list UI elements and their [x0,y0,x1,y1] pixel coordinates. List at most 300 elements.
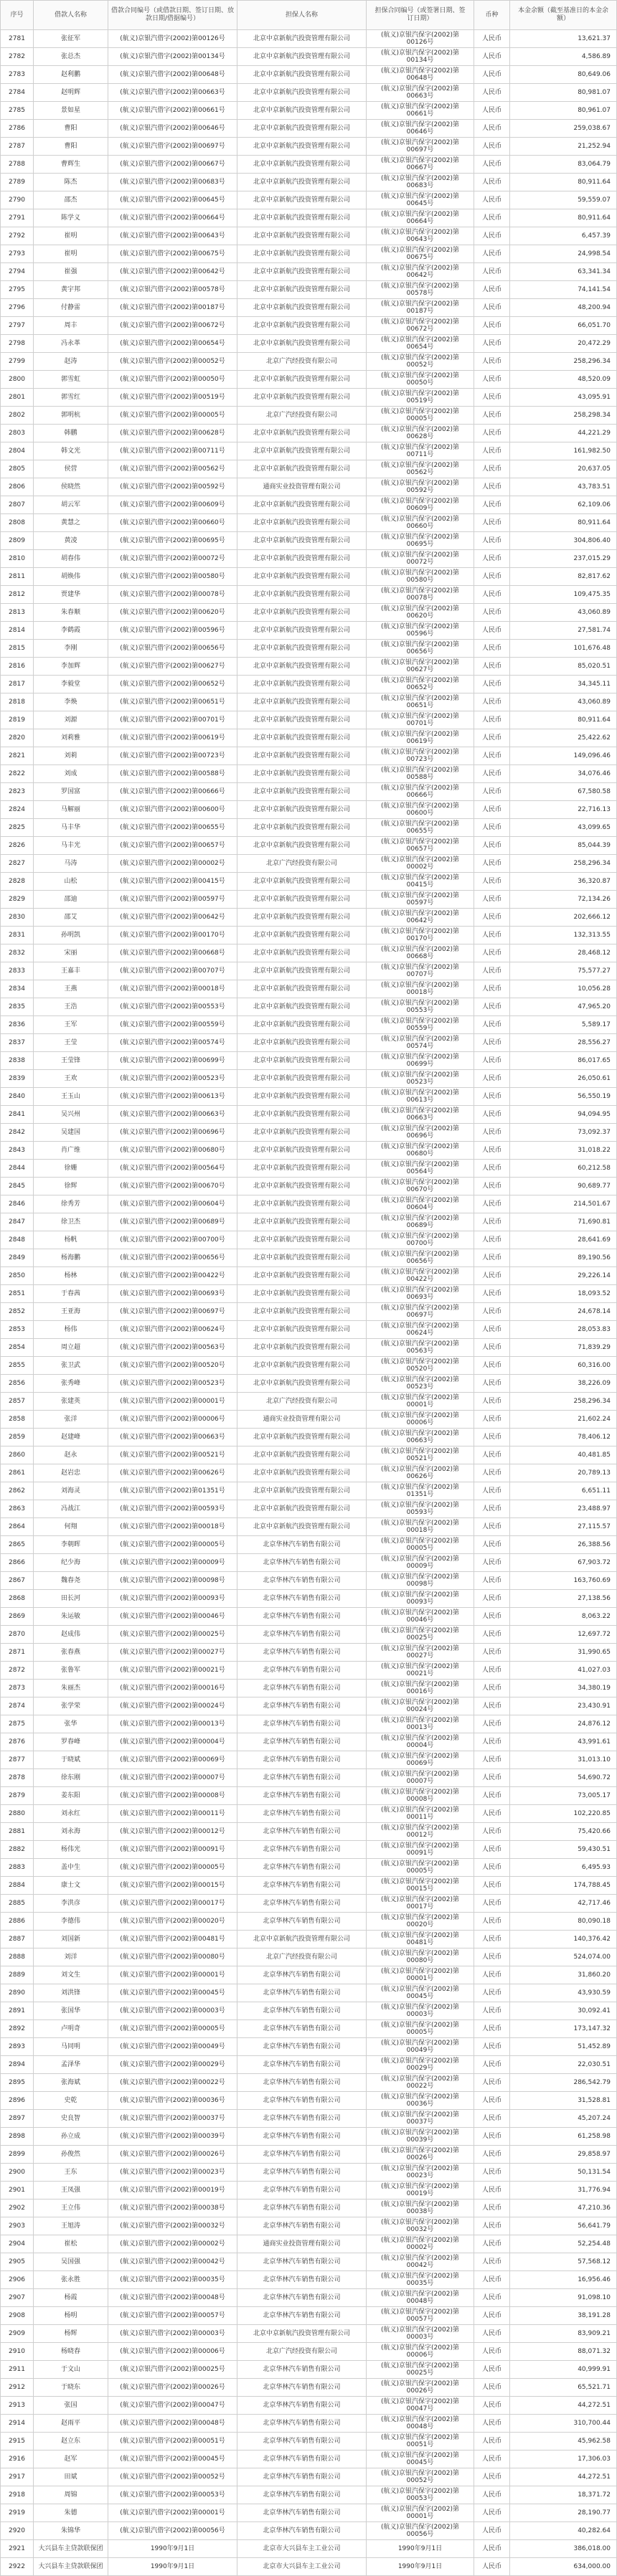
guarantor-name-cell: 北京华林汽车销售有限公司 [237,2217,367,2235]
principal-balance-cell: 43,095.91 [510,389,617,406]
principal-balance-cell: 59,430.51 [510,1841,617,1858]
table-row [1,1608,617,1626]
currency-cell: 人民币 [474,102,510,119]
borrower-name-cell: 赵军 [34,2450,108,2468]
guarantee-contract-number-cell: (航义)京银汽保字(2002)第00037号 [367,2110,474,2127]
principal-balance-cell: 24,998.54 [510,245,617,262]
borrower-name-cell: 曹阳 [34,120,108,137]
row-number-cell: 2873 [1,1680,34,1697]
currency-cell: 人民币 [474,1375,510,1392]
guarantor-name-cell: 北京中京新航汽投资管理有限公司 [237,1195,367,1213]
table-row [1,2343,617,2361]
guarantor-name-cell: 北京华林汽车销售有限公司 [237,1715,367,1733]
row-number-cell: 2840 [1,1088,34,1105]
borrower-name-cell: 王玉山 [34,1088,108,1105]
table-row [1,1715,617,1733]
borrower-name-cell: 罗春峰 [34,1733,108,1751]
guarantee-contract-number-cell: (航义)京银汽保字(2002)第00699号 [367,1052,474,1069]
guarantor-name-cell: 北京中京新航汽投资管理有限公司 [237,568,367,585]
row-number-cell: 2884 [1,1877,34,1894]
loan-contract-number-cell: (航义)京银汽借字(2002)第00134号 [108,48,237,65]
principal-balance-cell: 21,252.94 [510,138,617,155]
borrower-name-cell: 李朝晖 [34,1536,108,1553]
guarantor-name-cell: 北京华林汽车销售有限公司 [237,1572,367,1589]
principal-balance-cell: 24,678.14 [510,1303,617,1320]
guarantee-contract-number-cell: (航义)京银汽保字(2002)第00707号 [367,962,474,980]
loan-contract-number-cell: (航义)京银汽借字(2002)第00020号 [108,1913,237,1930]
row-number-cell: 2842 [1,1124,34,1141]
borrower-name-cell: 胡焕伟 [34,568,108,585]
row-number-cell: 2875 [1,1715,34,1733]
borrower-name-cell: 马涛 [34,855,108,872]
guarantee-contract-number-cell: (航义)京银汽保字(2002)第00091号 [367,1841,474,1858]
currency-cell: 人民币 [474,1267,510,1284]
guarantee-contract-number-cell: (航义)京银汽保字(2002)第00187号 [367,299,474,316]
table-row [1,407,617,425]
row-number-cell: 2835 [1,998,34,1015]
borrower-name-cell: 张永胜 [34,2271,108,2288]
guarantor-name-cell: 北京华林汽车销售有限公司 [237,1662,367,1679]
guarantee-contract-number-cell: (航义)京银汽保字(2002)第00668号 [367,944,474,962]
guarantor-name-cell: 北京中京新航汽投资管理有限公司 [237,1231,367,1249]
guarantee-contract-number-cell: (航义)京银汽保字(2002)第00007号 [367,1769,474,1786]
principal-balance-cell: 43,060.89 [510,693,617,711]
loan-contract-number-cell: (航义)京银汽借字(2002)第00050号 [108,371,237,388]
guarantee-contract-number-cell: (航义)京银汽保字(2002)第00051号 [367,2433,474,2450]
guarantee-contract-number-cell: (航义)京银汽保字(2002)第00035号 [367,2271,474,2288]
guarantee-contract-number-cell: (航义)京银汽保字(2002)第00559号 [367,1016,474,1033]
table-row [1,783,617,801]
principal-balance-cell: 50,131.54 [510,2164,617,2181]
principal-balance-cell: 24,876.12 [510,1715,617,1733]
principal-balance-cell: 54,690.72 [510,1769,617,1786]
currency-cell: 人民币 [474,1608,510,1625]
loan-contract-number-cell: (航义)京银汽借字(2002)第00559号 [108,1016,237,1033]
guarantee-contract-number-cell: (航义)京银汽保字(2002)第00009号 [367,1554,474,1571]
loan-contract-number-cell: (航义)京银汽借字(2002)第00666号 [108,783,237,800]
row-number-cell: 2800 [1,371,34,388]
guarantee-contract-number-cell: (航义)京银汽保字(2002)第00005号 [367,1859,474,1876]
currency-cell: 人民币 [474,2253,510,2270]
guarantee-contract-number-cell: (航义)京银汽保字(2002)第00711号 [367,442,474,460]
header-borrower-name: 借款人名称 [34,1,108,29]
guarantee-contract-number-cell: (航义)京银汽保字(2002)第00578号 [367,281,474,298]
currency-cell: 人民币 [474,2468,510,2486]
principal-balance-cell: 52,254.48 [510,2235,617,2253]
currency-cell: 人民币 [474,263,510,280]
table-row [1,1626,617,1644]
table-row [1,2074,617,2092]
guarantee-contract-number-cell: (航义)京银汽保字(2002)第00609号 [367,496,474,513]
guarantor-name-cell: 北京中京新航汽投资管理有限公司 [237,191,367,209]
row-number-cell: 2883 [1,1859,34,1876]
guarantor-name-cell: 北京中京新航汽投资管理有限公司 [237,335,367,352]
currency-cell: 人民币 [474,1644,510,1661]
guarantee-contract-number-cell: (航义)京银汽保字(2002)第00697号 [367,138,474,155]
row-number-cell: 2834 [1,980,34,998]
principal-balance-cell: 12,697.72 [510,1626,617,1643]
row-number-cell: 2796 [1,299,34,316]
guarantor-name-cell: 北京中京新航汽投资管理有限公司 [237,819,367,836]
guarantor-name-cell: 北京华林汽车销售有限公司 [237,2289,367,2306]
table-row [1,156,617,174]
loan-contract-number-cell: (航义)京银汽借字(2002)第00004号 [108,1733,237,1751]
table-row [1,1518,617,1536]
loan-contract-number-cell: (航义)京银汽借字(2002)第00670号 [108,1178,237,1195]
borrower-name-cell: 侯营 [34,460,108,478]
principal-balance-cell: 67,903.72 [510,1554,617,1571]
borrower-name-cell: 朱春顺 [34,604,108,621]
table-row [1,174,617,191]
borrower-name-cell: 赵利鹏 [34,66,108,83]
loan-contract-number-cell: (航义)京银汽借字(2002)第00668号 [108,944,237,962]
table-row [1,676,617,693]
row-number-cell: 2784 [1,84,34,101]
guarantor-name-cell: 北京华林汽车销售有限公司 [237,2468,367,2486]
row-number-cell: 2858 [1,1411,34,1428]
borrower-name-cell: 徐卫杰 [34,1213,108,1231]
currency-cell: 人民币 [474,407,510,424]
currency-cell: 人民币 [474,1088,510,1105]
guarantor-name-cell: 北京华林汽车销售有限公司 [237,2056,367,2073]
guarantor-name-cell: 北京华林汽车销售有限公司 [237,1751,367,1768]
principal-balance-cell: 28,190.77 [510,2504,617,2521]
guarantee-contract-number-cell: (航义)京银汽保字(2002)第00050号 [367,371,474,388]
guarantor-name-cell: 北京中京新航汽投资管理有限公司 [237,962,367,980]
currency-cell: 人民币 [474,1877,510,1894]
table-row [1,2128,617,2146]
guarantor-name-cell: 北京华林汽车销售有限公司 [237,2128,367,2145]
table-row [1,299,617,317]
table-row [1,1590,617,1608]
principal-balance-cell: 140,376.42 [510,1931,617,1948]
guarantor-name-cell: 北京中京新航汽投资管理有限公司 [237,1142,367,1159]
loan-contract-number-cell: (航义)京银汽借字(2002)第00006号 [108,1411,237,1428]
row-number-cell: 2901 [1,2182,34,2199]
row-number-cell: 2913 [1,2397,34,2414]
principal-balance-cell: 386,018.00 [510,2540,617,2557]
table-row [1,962,617,980]
principal-balance-cell: 27,115.57 [510,1518,617,1535]
loan-contract-number-cell: (航义)京银汽借字(2002)第00049号 [108,2038,237,2055]
guarantor-name-cell: 北京华林汽车销售有限公司 [237,1733,367,1751]
table-row [1,855,617,873]
guarantor-name-cell: 通商实业投资管理有限公司 [237,2235,367,2253]
principal-balance-cell: 80,911.64 [510,711,617,729]
guarantee-contract-number-cell: (航义)京银汽保字(2002)第00018号 [367,980,474,998]
principal-balance-cell: 20,472.29 [510,335,617,352]
row-number-cell: 2860 [1,1446,34,1464]
table-row [1,2397,617,2415]
loan-contract-number-cell: (航义)京银汽借字(2002)第00007号 [108,1769,237,1786]
table-row [1,263,617,281]
guarantor-name-cell: 通商实业投资管理有限公司 [237,1411,367,1428]
table-row [1,2002,617,2020]
guarantee-contract-number-cell: (航义)京银汽保字(2002)第00019号 [367,2182,474,2199]
guarantor-name-cell: 北京华林汽车销售有限公司 [237,2504,367,2521]
borrower-name-cell: 崔明 [34,227,108,245]
principal-balance-cell: 83,909.21 [510,2325,617,2342]
guarantee-contract-number-cell: (航义)京银汽保字(2002)第00011号 [367,1805,474,1822]
table-row [1,1895,617,1913]
loan-contract-number-cell: (航义)京银汽借字(2002)第00072号 [108,550,237,567]
borrower-name-cell: 赵成伟 [34,1626,108,1643]
table-row [1,2289,617,2307]
guarantor-name-cell: 北京中京新航汽投资管理有限公司 [237,1034,367,1051]
loan-contract-number-cell: (航义)京银汽借字(2002)第00643号 [108,227,237,245]
table-row [1,425,617,442]
guarantor-name-cell: 北京中京新航汽投资管理有限公司 [237,1106,367,1123]
currency-cell: 人民币 [474,496,510,513]
loan-contract-number-cell: (航义)京银汽借字(2002)第00656号 [108,640,237,657]
borrower-name-cell: 刘海灵 [34,1482,108,1500]
table-row [1,2558,617,2576]
principal-balance-cell: 86,017.65 [510,1052,617,1069]
row-number-cell: 2907 [1,2289,34,2306]
guarantor-name-cell: 北京中京新航汽投资管理有限公司 [237,514,367,531]
guarantor-name-cell: 北京华林汽车销售有限公司 [237,2361,367,2378]
loan-contract-number-cell: (航义)京银汽借字(2002)第00042号 [108,2253,237,2270]
currency-cell: 人民币 [474,622,510,639]
loan-contract-number-cell: (航义)京银汽借字(2002)第00098号 [108,1572,237,1589]
principal-balance-cell: 60,316.00 [510,1357,617,1374]
table-row [1,711,617,729]
principal-balance-cell: 88,071.32 [510,2343,617,2360]
table-row [1,1500,617,1518]
currency-cell: 人民币 [474,1321,510,1338]
principal-balance-cell: 26,388.56 [510,1536,617,1553]
loan-contract-number-cell: (航义)京银汽借字(2002)第00663号 [108,84,237,101]
currency-cell: 人民币 [474,66,510,83]
table-row [1,2307,617,2325]
currency-cell: 人民币 [474,729,510,747]
table-row [1,1034,617,1052]
row-number-cell: 2811 [1,568,34,585]
table-row [1,460,617,478]
borrower-name-cell: 黄宇邦 [34,281,108,298]
borrower-name-cell: 刘国新 [34,1931,108,1948]
borrower-name-cell: 张国华 [34,2002,108,2019]
currency-cell: 人民币 [474,640,510,657]
loan-contract-number-cell: (航义)京银汽借字(2002)第00080号 [108,1948,237,1966]
loan-contract-number-cell: (航义)京银汽借字(2002)第00002号 [108,855,237,872]
principal-balance-cell: 18,093.52 [510,1285,617,1302]
loan-contract-number-cell: (航义)京银汽借字(2002)第00024号 [108,1697,237,1715]
borrower-name-cell: 胡云军 [34,496,108,513]
borrower-name-cell: 杨海鹏 [34,1249,108,1266]
guarantor-name-cell: 北京中京新航汽投资管理有限公司 [237,586,367,603]
currency-cell: 人民币 [474,2110,510,2127]
principal-balance-cell: 74,141.54 [510,281,617,298]
borrower-name-cell: 胡春伟 [34,550,108,567]
loan-contract-number-cell: (航义)京银汽借字(2002)第00032号 [108,2217,237,2235]
loan-contract-number-cell: (航义)京银汽借字(2002)第00613号 [108,1088,237,1105]
guarantee-contract-number-cell: (航义)京银汽保字(2002)第00521号 [367,1446,474,1464]
loan-contract-number-cell: (航义)京银汽借字(2002)第00620号 [108,604,237,621]
row-number-cell: 2830 [1,909,34,926]
table-row [1,622,617,640]
principal-balance-cell: 524,074.00 [510,1948,617,1966]
loan-contract-number-cell: (航义)京银汽借字(2002)第00697号 [108,1303,237,1320]
row-number-cell: 2793 [1,245,34,262]
guarantor-name-cell: 北京中京新航汽投资管理有限公司 [237,442,367,460]
loan-contract-number-cell: (航义)京银汽借字(2002)第00580号 [108,568,237,585]
currency-cell: 人民币 [474,998,510,1015]
table-row [1,1070,617,1088]
currency-cell: 人民币 [474,1769,510,1786]
table-row [1,1482,617,1500]
currency-cell: 人民币 [474,30,510,47]
row-number-cell: 2869 [1,1608,34,1625]
currency-cell: 人民币 [474,2307,510,2324]
principal-balance-cell: 21,602.24 [510,1411,617,1428]
loan-contract-number-cell: (航义)京银汽借字(2002)第00015号 [108,1877,237,1894]
guarantee-contract-number-cell: (航义)京银汽保字(2002)第00604号 [367,1195,474,1213]
borrower-name-cell: 史乾 [34,2092,108,2109]
currency-cell: 人民币 [474,1572,510,1589]
guarantor-name-cell: 北京中京新航汽投资管理有限公司 [237,245,367,262]
row-number-cell: 2894 [1,2056,34,2073]
borrower-name-cell: 冯永革 [34,335,108,352]
currency-cell: 人民币 [474,658,510,675]
loan-contract-number-cell: (航义)京银汽借字(2002)第00048号 [108,2289,237,2306]
guarantee-contract-number-cell: (航义)京银汽保字(2002)第00695号 [367,532,474,549]
guarantee-contract-number-cell: (航义)京银汽保字(2002)第00005号 [367,2020,474,2037]
loan-contract-number-cell: (航义)京银汽借字(2002)第00051号 [108,2433,237,2450]
borrower-name-cell: 马同明 [34,2038,108,2055]
borrower-name-cell: 盖中生 [34,1859,108,1876]
loan-contract-number-cell: (航义)京银汽借字(2002)第00481号 [108,1931,237,1948]
principal-balance-cell: 304,806.40 [510,532,617,549]
currency-cell: 人民币 [474,2486,510,2504]
guarantor-name-cell: 北京华林汽车销售有限公司 [237,2164,367,2181]
currency-cell: 人民币 [474,693,510,711]
row-number-cell: 2898 [1,2128,34,2145]
guarantor-name-cell: 北京中京新航汽投资管理有限公司 [237,1303,367,1320]
principal-balance-cell: 45,207.24 [510,2110,617,2127]
row-number-cell: 2917 [1,2468,34,2486]
currency-cell: 人民币 [474,1948,510,1966]
currency-cell: 人民币 [474,191,510,209]
loan-contract-number-cell: (航义)京银汽借字(2002)第00022号 [108,2074,237,2091]
loan-contract-number-cell: (航义)京银汽借字(2002)第00415号 [108,873,237,890]
guarantee-contract-number-cell: (航义)京银汽保字(2002)第00680号 [367,1142,474,1159]
loan-contract-number-cell: (航义)京银汽借字(2002)第00578号 [108,281,237,298]
row-number-cell: 2882 [1,1841,34,1858]
guarantor-name-cell: 北京华林汽车销售有限公司 [237,2182,367,2199]
guarantee-contract-number-cell: (航义)京银汽保字(2002)第00001号 [367,1966,474,1984]
currency-cell: 人民币 [474,2146,510,2163]
borrower-name-cell: 刘莉雅 [34,729,108,747]
row-number-cell: 2845 [1,1178,34,1195]
currency-cell: 人民币 [474,1411,510,1428]
borrower-name-cell: 吴兴州 [34,1106,108,1123]
currency-cell: 人民币 [474,1913,510,1930]
loan-contract-number-cell: (航义)京银汽借字(2002)第00523号 [108,1070,237,1087]
principal-balance-cell: 6,495.93 [510,1859,617,1876]
borrower-name-cell: 王亚海 [34,1303,108,1320]
table-row [1,2146,617,2164]
currency-cell: 人民币 [474,442,510,460]
principal-balance-cell: 8,063.22 [510,1608,617,1625]
row-number-cell: 2828 [1,873,34,890]
guarantee-contract-number-cell: (航义)京银汽保字(2002)第00005号 [367,1536,474,1553]
currency-cell: 人民币 [474,209,510,227]
guarantor-name-cell: 北京广汽经投资有限公司 [237,1948,367,1966]
currency-cell: 人民币 [474,1805,510,1822]
guarantee-contract-number-cell: 1990年9月1日 [367,2558,474,2575]
row-number-cell: 2832 [1,944,34,962]
currency-cell: 人民币 [474,855,510,872]
currency-cell: 人民币 [474,909,510,926]
currency-cell: 人民币 [474,2056,510,2073]
currency-cell: 人民币 [474,1464,510,1482]
currency-cell: 人民币 [474,2450,510,2468]
currency-cell: 人民币 [474,2038,510,2055]
table-row [1,729,617,747]
borrower-name-cell: 徐东刚 [34,1769,108,1786]
currency-cell: 人民币 [474,2002,510,2019]
borrower-name-cell: 杨伟 [34,1321,108,1338]
currency-cell: 人民币 [474,1751,510,1768]
principal-balance-cell: 80,090.18 [510,1913,617,1930]
table-row [1,102,617,120]
header-row-number: 序号 [1,1,34,29]
loan-contract-number-cell: (航义)京银汽借字(2002)第00597号 [108,891,237,908]
guarantor-name-cell: 北京华林汽车销售有限公司 [237,2486,367,2504]
currency-cell: 人民币 [474,1626,510,1643]
table-row [1,1948,617,1966]
principal-balance-cell: 48,520.09 [510,371,617,388]
table-row [1,1644,617,1662]
loan-contract-number-cell: (航义)京银汽借字(2002)第00626号 [108,1464,237,1482]
borrower-name-cell: 杨霞 [34,2289,108,2306]
guarantee-contract-number-cell: (航义)京银汽保字(2002)第00696号 [367,1124,474,1141]
table-row [1,84,617,102]
borrower-name-cell: 纪少海 [34,1554,108,1571]
borrower-name-cell: 李焕 [34,693,108,711]
table-row [1,550,617,568]
borrower-name-cell: 宋丽 [34,944,108,962]
borrower-name-cell: 郭雪红 [34,389,108,406]
borrower-name-cell: 韩鹏 [34,425,108,442]
row-number-cell: 2786 [1,120,34,137]
guarantee-contract-number-cell: (航义)京银汽保字(2002)第00700号 [367,1231,474,1249]
guarantee-contract-number-cell: (航义)京银汽保字(2002)第00553号 [367,998,474,1015]
guarantee-contract-number-cell: (航义)京银汽保字(2002)第00652号 [367,676,474,693]
borrower-name-cell: 赵涛 [34,353,108,370]
borrower-name-cell: 韩文光 [34,442,108,460]
currency-cell: 人民币 [474,1446,510,1464]
principal-balance-cell: 90,689.77 [510,1178,617,1195]
loan-contract-number-cell: (航义)京银汽借字(2002)第00642号 [108,909,237,926]
guarantor-name-cell: 北京中京新航汽投资管理有限公司 [237,1249,367,1266]
currency-cell: 人民币 [474,84,510,101]
guarantee-contract-number-cell: (航义)京银汽保字(2002)第00046号 [367,1608,474,1625]
currency-cell: 人民币 [474,1984,510,2002]
guarantee-contract-number-cell: (航义)京银汽保字(2002)第00626号 [367,1464,474,1482]
borrower-name-cell: 刘莉 [34,747,108,764]
guarantor-name-cell: 北京华林汽车销售有限公司 [237,2110,367,2127]
borrower-name-cell: 马解丽 [34,801,108,818]
row-number-cell: 2850 [1,1267,34,1284]
guarantor-name-cell: 北京中京新航汽投资管理有限公司 [237,980,367,998]
table-row [1,2199,617,2217]
guarantee-contract-number-cell: (航义)京银汽保字(2002)第00663号 [367,84,474,101]
currency-cell: 人民币 [474,2540,510,2557]
row-number-cell: 2865 [1,1536,34,1553]
loan-contract-number-cell: (航义)京银汽借字(2002)第00001号 [108,2504,237,2521]
